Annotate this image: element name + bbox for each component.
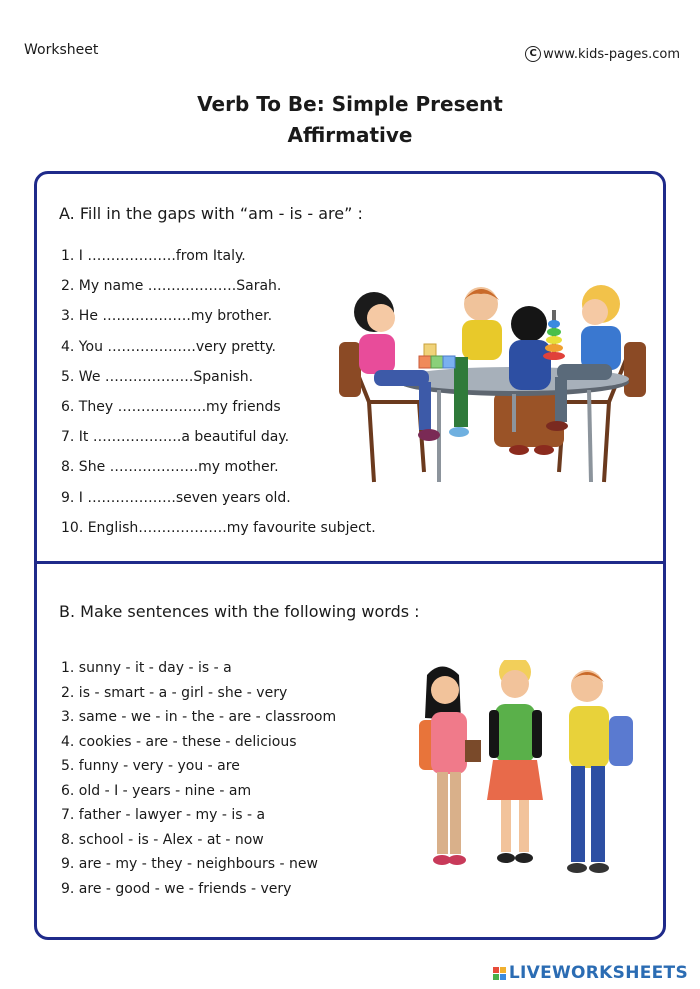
- sentence-item: 2. is - smart - a - girl - she - very: [61, 684, 288, 701]
- chair-front-back: [494, 392, 564, 447]
- children-with-backpacks-illustration: [397, 660, 637, 896]
- fill-gap-item: 9. I ……………….seven years old.: [61, 489, 291, 506]
- fill-gap-item: 8. She ……………….my mother.: [61, 459, 279, 476]
- sentence-item: 9. are - good - we - friends - very: [61, 880, 292, 897]
- fill-gap-item: 6. They ……………….my friends: [61, 398, 281, 415]
- children-at-table-illustration: [329, 282, 659, 492]
- liveworksheets-icon: [493, 967, 506, 980]
- fill-gap-item: 5. We ……………….Spanish.: [61, 368, 254, 385]
- site-url: www.kids-pages.com: [543, 46, 680, 62]
- page-subtitle: Affirmative: [287, 123, 413, 147]
- sentence-item: 9. are - my - they - neighbours - new: [61, 856, 318, 872]
- section-a-heading: A. Fill in the gaps with “am - is - are” :: [59, 204, 363, 223]
- copyright-icon: C: [525, 46, 541, 62]
- section-divider: [37, 561, 663, 564]
- chair-left-back: [339, 342, 361, 397]
- fill-gap-item: 3. He ……………….my brother.: [61, 308, 273, 325]
- section-b-heading: B. Make sentences with the following words :: [59, 602, 420, 621]
- sentence-item: 3. same - we - in - the - are - classroom: [61, 709, 337, 725]
- sentence-item: 7. father - lawyer - my - is - a: [61, 807, 266, 823]
- sentence-item: 4. cookies - are - these - delicious: [61, 733, 297, 750]
- worksheet-frame: [34, 171, 666, 940]
- sentence-item: 6. old - I - years - nine - am: [61, 782, 252, 799]
- fill-gap-item: 4. You ……………….very pretty.: [61, 338, 276, 355]
- liveworksheets-brand: LIVEWORKSHEETS: [508, 963, 688, 983]
- section-b-list: [61, 660, 336, 905]
- worksheet-label: Worksheet: [24, 42, 99, 58]
- fill-gap-item: 10. English……………….my favourite subject.: [61, 519, 376, 536]
- sentence-item: 8. school - is - Alex - at - now: [61, 831, 264, 848]
- sentence-item: 1. sunny - it - day - is - a: [61, 660, 232, 676]
- sentence-item: 5. funny - very - you - are: [61, 758, 240, 774]
- site-credit: [525, 46, 680, 62]
- fill-gap-item: 7. It ……………….a beautiful day.: [61, 429, 290, 446]
- liveworksheets-logo: [493, 963, 688, 983]
- fill-gap-item: 2. My name ……………….Sarah.: [61, 278, 282, 295]
- fill-gap-item: 1. I ……………….from Italy.: [61, 248, 246, 264]
- page-title: Verb To Be: Simple Present: [197, 92, 503, 116]
- chair-right-back: [624, 342, 646, 397]
